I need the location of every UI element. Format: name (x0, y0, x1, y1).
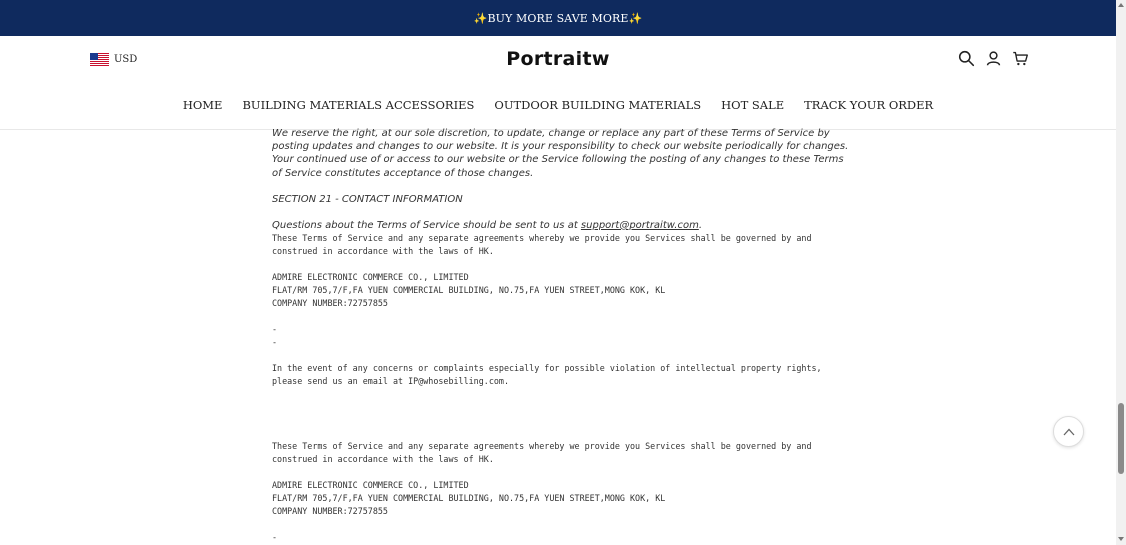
ip-notice-2: please send us an email at IP@whosebilling.com. (272, 376, 509, 387)
main-nav (0, 98, 1116, 112)
nav-item-building-materials-accessories[interactable]: BUILDING MATERIALS ACCESSORIES (242, 98, 475, 112)
company-number-1: COMPANY NUMBER:72757855 (272, 298, 388, 309)
ip-notice-1: In the event of any concerns or complaints especially for possible violation of intellectual property rights, (272, 363, 822, 374)
nav-item-home[interactable]: HOME (182, 98, 223, 112)
dash-1: - (272, 324, 278, 335)
dash-2: - (272, 337, 278, 348)
nav-item-outdoor-building-materials[interactable]: OUTDOOR BUILDING MATERIALS (494, 98, 702, 112)
dash-3: - (272, 532, 278, 543)
support-email-link[interactable]: support@portraitw.com (580, 220, 699, 232)
company-address-2: FLAT/RM 705,7/F,FA YUEN COMMERCIAL BUILDING, NO.75,FA YUEN STREET,MONG KOK, KL (272, 493, 666, 504)
contact-line (272, 219, 852, 232)
scroll-up-arrow-icon[interactable] (1118, 3, 1124, 7)
currency-label: USD (114, 54, 138, 65)
company-number-2: COMPANY NUMBER:72757855 (272, 506, 388, 517)
nav-item-hot-sale[interactable]: HOT SALE (721, 98, 785, 112)
page-scrollbar[interactable] (1116, 0, 1126, 545)
back-to-top-button[interactable] (1053, 416, 1084, 447)
company-name-1: ADMIRE ELECTRONIC COMMERCE CO., LIMITED (272, 272, 469, 283)
governing-law-repeat-1: These Terms of Service and any separate agreements whereby we provide you Services shall be governed by and (272, 441, 812, 452)
governing-law-repeat-2: construed in accordance with the laws of HK. (272, 454, 494, 465)
company-name-2: ADMIRE ELECTRONIC COMMERCE CO., LIMITED (272, 480, 469, 491)
nav-item-track-your-order[interactable]: TRACK YOUR ORDER (804, 98, 934, 112)
section-heading: SECTION 21 - CONTACT INFORMATION (272, 193, 463, 205)
terms-content (272, 127, 852, 544)
governing-law-2: construed in accordance with the laws of HK. (272, 246, 494, 257)
contact-suffix: . (698, 220, 703, 232)
announcement-text: ✨BUY MORE SAVE MORE✨ (473, 11, 643, 25)
scrollbar-thumb[interactable] (1118, 403, 1124, 474)
company-address-1: FLAT/RM 705,7/F,FA YUEN COMMERCIAL BUILDING, NO.75,FA YUEN STREET,MONG KOK, KL (272, 285, 666, 296)
governing-law-1: These Terms of Service and any separate agreements whereby we provide you Services shall be governed by and (272, 233, 812, 244)
contact-prefix: Questions about the Terms of Service should be sent to us at (272, 220, 581, 232)
terms-paragraph: We reserve the right, at our sole discretion, to update, change or replace any part of these Terms of Service by posting updates and changes to our website. It is your responsibility to check our website periodically for changes. Your continued use of or access to our website or the Service following the posting of any changes to these Terms of Service constitutes acceptance of those changes. (272, 128, 849, 179)
search-icon[interactable] (958, 50, 975, 67)
account-icon[interactable] (985, 50, 1002, 67)
site-header (0, 36, 1116, 130)
cart-icon[interactable] (1012, 50, 1029, 67)
chevron-up-icon (1062, 425, 1076, 439)
announcement-bar (0, 0, 1116, 36)
site-logo[interactable]: Portraitw (506, 48, 610, 70)
scroll-down-arrow-icon[interactable] (1118, 537, 1124, 541)
